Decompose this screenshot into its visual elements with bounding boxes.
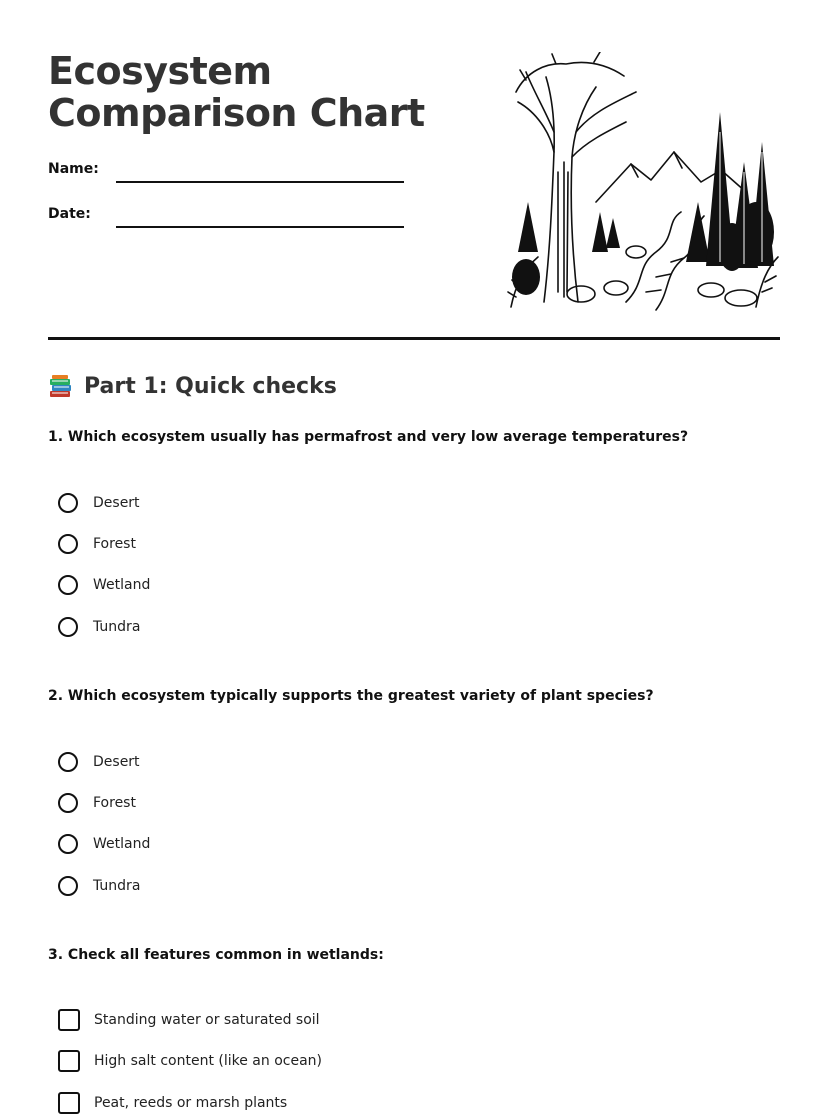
checkbox[interactable] (58, 1050, 80, 1072)
part1-heading (48, 373, 337, 399)
name-input-line[interactable] (116, 181, 404, 183)
page-title: Ecosystem Comparison Chart (48, 49, 425, 135)
option-label: Standing water or saturated soil (94, 1012, 320, 1028)
checkbox[interactable] (58, 1009, 80, 1031)
option-label: Desert (93, 495, 140, 511)
question-3: 3. Check all features common in wetlands: (48, 947, 384, 963)
radio-button[interactable] (58, 876, 78, 896)
q2-option-tundra[interactable] (58, 873, 140, 899)
question-1: 1. Which ecosystem usually has permafrost and very low average temperatures? (48, 429, 689, 445)
radio-button[interactable] (58, 575, 78, 595)
option-label: Forest (93, 795, 136, 811)
q1-option-forest[interactable] (58, 531, 136, 557)
option-label: High salt content (like an ocean) (94, 1053, 322, 1069)
part1-heading-text: Part 1: Quick checks (84, 373, 337, 399)
q2-option-desert[interactable] (58, 749, 140, 775)
radio-button[interactable] (58, 793, 78, 813)
q3-option-standing-water[interactable] (58, 1007, 320, 1033)
date-label: Date: (48, 206, 91, 222)
q3-option-peat-reeds[interactable] (58, 1090, 287, 1116)
option-label: Desert (93, 754, 140, 770)
name-label: Name: (48, 161, 99, 177)
q1-option-desert[interactable] (58, 490, 140, 516)
option-label: Wetland (93, 836, 151, 852)
option-label: Tundra (93, 619, 141, 635)
option-label: Forest (93, 536, 136, 552)
books-icon (48, 373, 74, 399)
q3-option-high-salt[interactable] (58, 1048, 322, 1074)
option-label: Wetland (93, 577, 151, 593)
q2-option-forest[interactable] (58, 790, 136, 816)
date-input-line[interactable] (116, 226, 404, 228)
section-divider (48, 337, 780, 340)
q1-option-wetland[interactable] (58, 572, 150, 598)
option-label: Peat, reeds or marsh plants (94, 1095, 288, 1111)
q2-option-wetland[interactable] (58, 831, 150, 857)
radio-button[interactable] (58, 617, 78, 637)
question-2: 2. Which ecosystem typically supports the greatest variety of plant species? (48, 688, 654, 704)
radio-button[interactable] (58, 493, 78, 513)
forest-illustration (506, 52, 782, 316)
radio-button[interactable] (58, 534, 78, 554)
option-label: Tundra (93, 878, 141, 894)
radio-button[interactable] (58, 752, 78, 772)
checkbox[interactable] (58, 1092, 80, 1114)
q1-option-tundra[interactable] (58, 614, 140, 640)
radio-button[interactable] (58, 834, 78, 854)
